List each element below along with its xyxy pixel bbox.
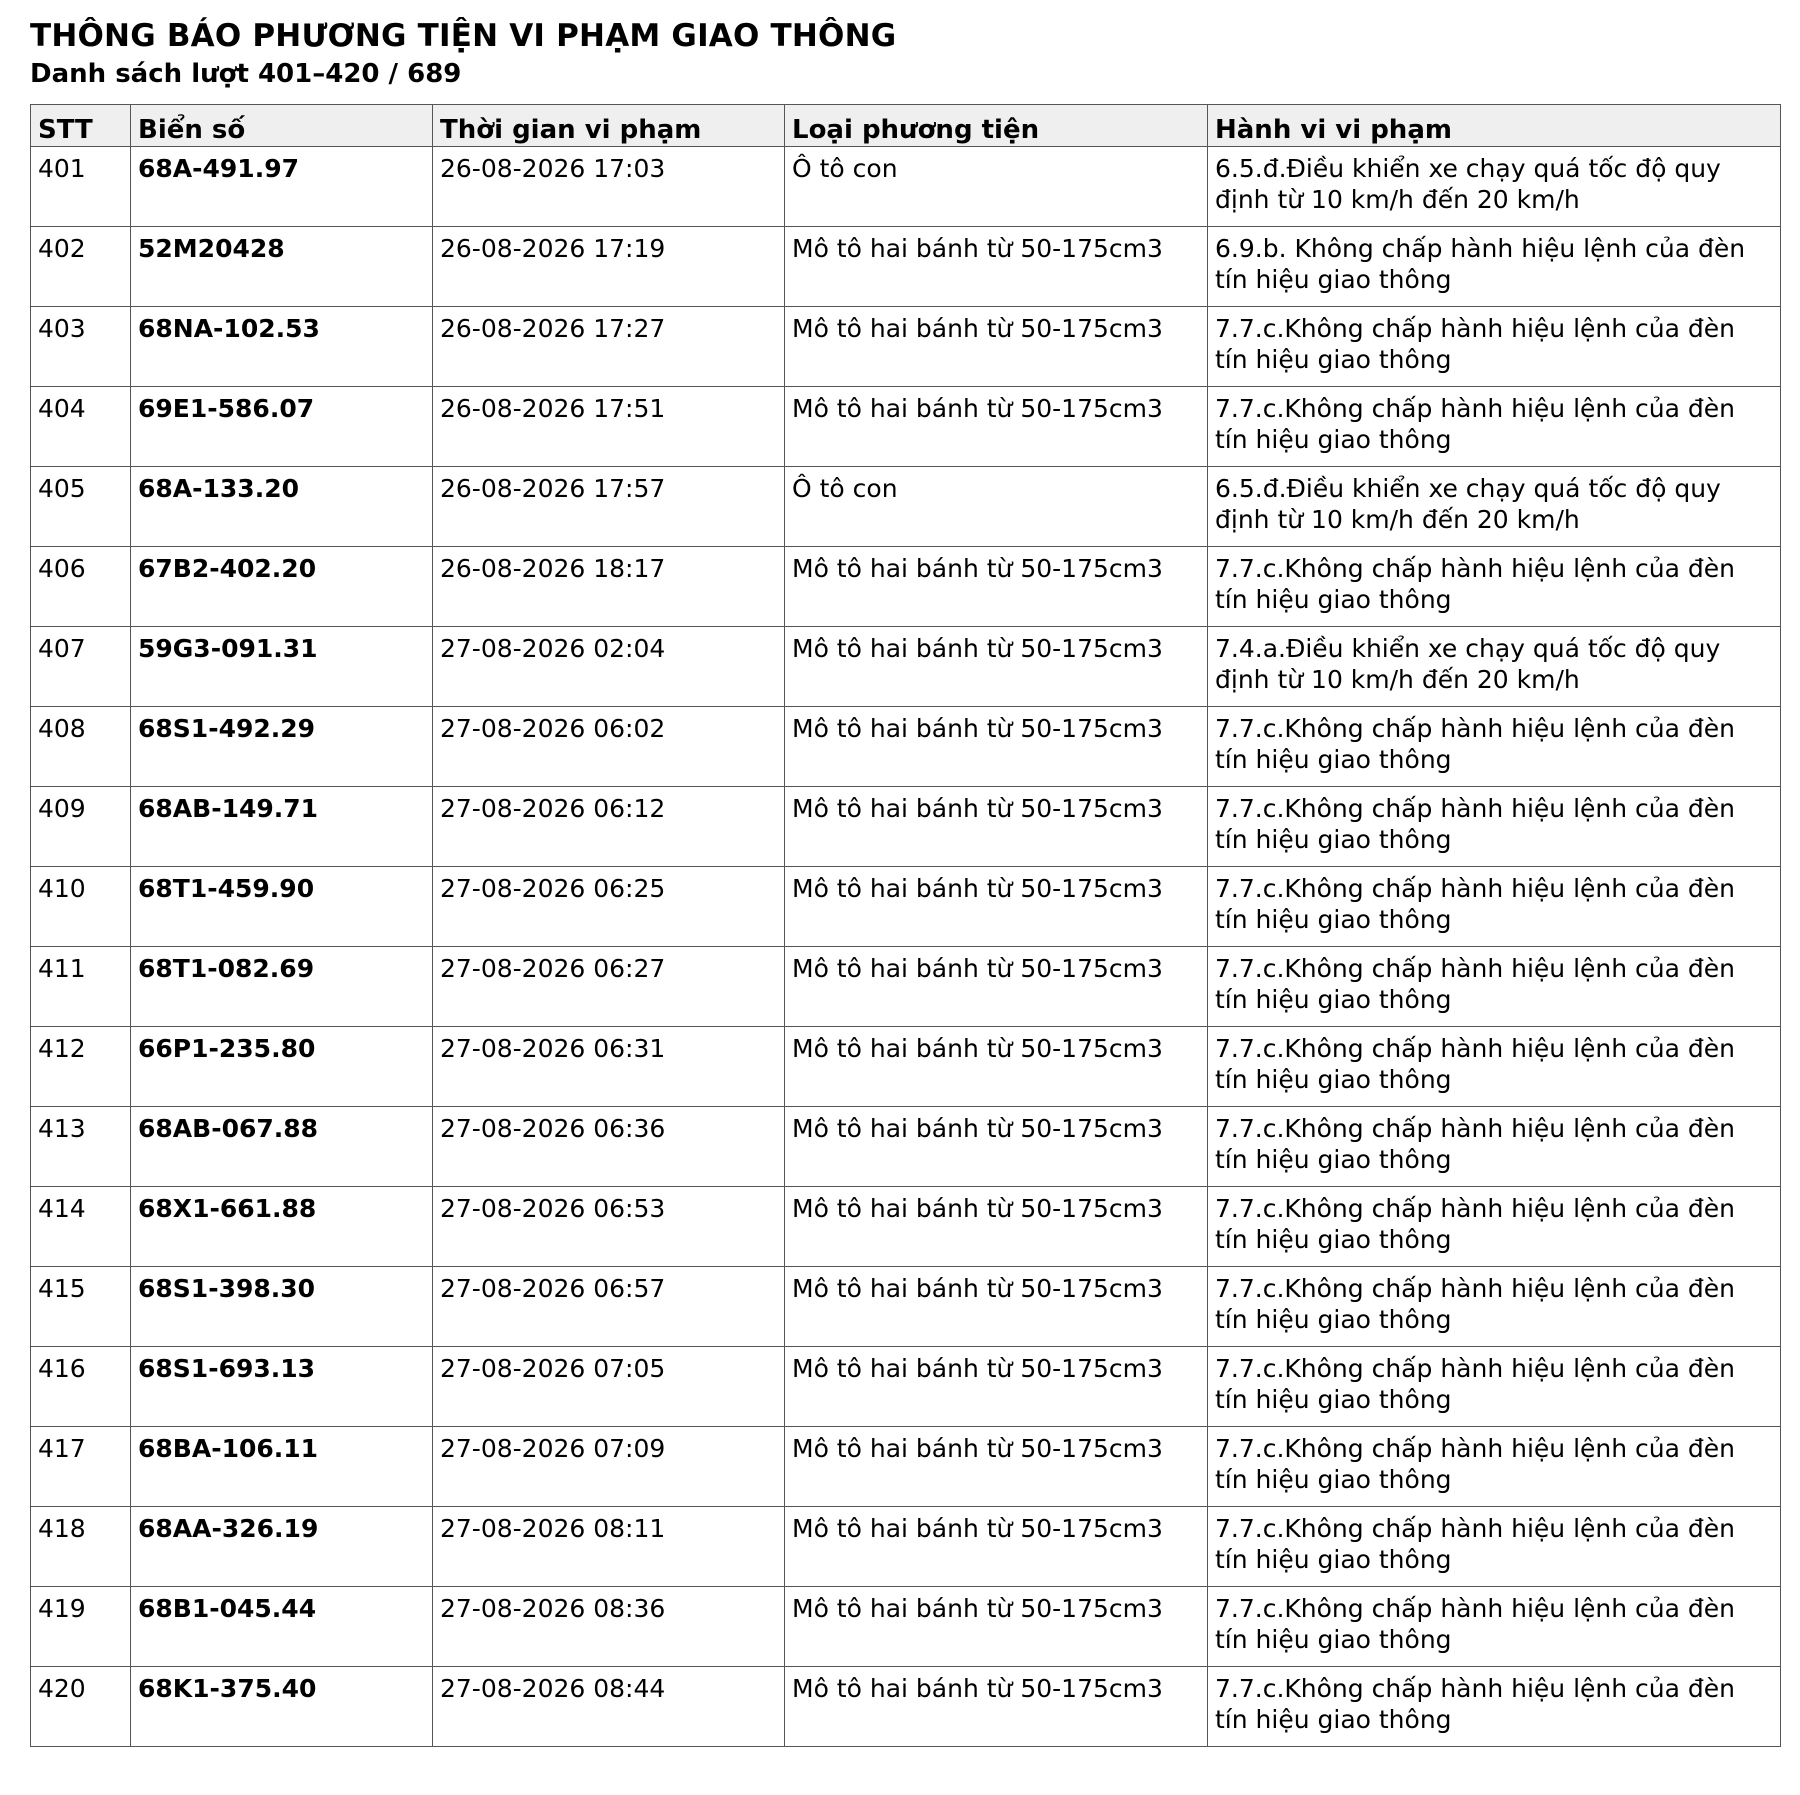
cell-plate: 52M20428 [131, 227, 433, 307]
cell-violation: 7.7.c.Không chấp hành hiệu lệnh của đèn tín hiệu giao thông [1208, 1587, 1781, 1667]
cell-stt: 416 [31, 1347, 131, 1427]
cell-plate: 68T1-459.90 [131, 867, 433, 947]
cell-plate: 67B2-402.20 [131, 547, 433, 627]
cell-stt: 417 [31, 1427, 131, 1507]
table-row [31, 867, 1781, 947]
cell-stt: 412 [31, 1027, 131, 1107]
table-row [31, 1427, 1781, 1507]
cell-vehicle-type: Mô tô hai bánh từ 50-175cm3 [785, 947, 1208, 1027]
cell-stt: 420 [31, 1667, 131, 1747]
cell-time: 27-08-2026 08:44 [433, 1667, 785, 1747]
column-header-violation: Hành vi vi phạm [1208, 105, 1781, 147]
cell-violation: 7.7.c.Không chấp hành hiệu lệnh của đèn tín hiệu giao thông [1208, 1667, 1781, 1747]
cell-plate: 68S1-398.30 [131, 1267, 433, 1347]
cell-violation: 7.7.c.Không chấp hành hiệu lệnh của đèn tín hiệu giao thông [1208, 1187, 1781, 1267]
column-header-time: Thời gian vi phạm [433, 105, 785, 147]
cell-time: 26-08-2026 17:19 [433, 227, 785, 307]
cell-violation: 7.7.c.Không chấp hành hiệu lệnh của đèn tín hiệu giao thông [1208, 1267, 1781, 1347]
table-row [31, 1587, 1781, 1667]
column-header-plate: Biển số [131, 105, 433, 147]
cell-violation: 7.7.c.Không chấp hành hiệu lệnh của đèn tín hiệu giao thông [1208, 387, 1781, 467]
cell-violation: 6.9.b. Không chấp hành hiệu lệnh của đèn tín hiệu giao thông [1208, 227, 1781, 307]
cell-vehicle-type: Mô tô hai bánh từ 50-175cm3 [785, 867, 1208, 947]
table-row [31, 547, 1781, 627]
cell-vehicle-type: Mô tô hai bánh từ 50-175cm3 [785, 227, 1208, 307]
table-row [31, 227, 1781, 307]
cell-vehicle-type: Mô tô hai bánh từ 50-175cm3 [785, 1107, 1208, 1187]
cell-stt: 410 [31, 867, 131, 947]
cell-plate: 68X1-661.88 [131, 1187, 433, 1267]
table-row [31, 707, 1781, 787]
table-row [31, 307, 1781, 387]
page-title: THÔNG BÁO PHƯƠNG TIỆN VI PHẠM GIAO THÔNG [30, 18, 897, 54]
cell-plate: 68NA-102.53 [131, 307, 433, 387]
table-row [31, 1027, 1781, 1107]
table-row [31, 1347, 1781, 1427]
cell-stt: 405 [31, 467, 131, 547]
cell-vehicle-type: Mô tô hai bánh từ 50-175cm3 [785, 1587, 1208, 1667]
cell-plate: 66P1-235.80 [131, 1027, 433, 1107]
cell-vehicle-type: Mô tô hai bánh từ 50-175cm3 [785, 1667, 1208, 1747]
cell-stt: 402 [31, 227, 131, 307]
cell-violation: 7.7.c.Không chấp hành hiệu lệnh của đèn tín hiệu giao thông [1208, 1347, 1781, 1427]
table-row [31, 1267, 1781, 1347]
cell-plate: 59G3-091.31 [131, 627, 433, 707]
cell-stt: 414 [31, 1187, 131, 1267]
cell-time: 26-08-2026 17:51 [433, 387, 785, 467]
cell-vehicle-type: Mô tô hai bánh từ 50-175cm3 [785, 1187, 1208, 1267]
page-subtitle: Danh sách lượt 401–420 / 689 [30, 59, 462, 89]
cell-time: 27-08-2026 02:04 [433, 627, 785, 707]
cell-vehicle-type: Mô tô hai bánh từ 50-175cm3 [785, 1027, 1208, 1107]
cell-time: 27-08-2026 08:36 [433, 1587, 785, 1667]
cell-stt: 409 [31, 787, 131, 867]
cell-time: 27-08-2026 08:11 [433, 1507, 785, 1587]
cell-stt: 401 [31, 147, 131, 227]
cell-vehicle-type: Mô tô hai bánh từ 50-175cm3 [785, 627, 1208, 707]
cell-time: 27-08-2026 07:05 [433, 1347, 785, 1427]
table-row [31, 947, 1781, 1027]
cell-vehicle-type: Ô tô con [785, 467, 1208, 547]
cell-time: 27-08-2026 06:36 [433, 1107, 785, 1187]
cell-violation: 7.7.c.Không chấp hành hiệu lệnh của đèn tín hiệu giao thông [1208, 547, 1781, 627]
table-body [31, 147, 1781, 1747]
cell-time: 26-08-2026 17:03 [433, 147, 785, 227]
cell-time: 27-08-2026 06:02 [433, 707, 785, 787]
table-row [31, 147, 1781, 227]
cell-violation: 7.7.c.Không chấp hành hiệu lệnh của đèn tín hiệu giao thông [1208, 1107, 1781, 1187]
cell-violation: 7.4.a.Điều khiển xe chạy quá tốc độ quy định từ 10 km/h đến 20 km/h [1208, 627, 1781, 707]
cell-plate: 68AA-326.19 [131, 1507, 433, 1587]
violations-table [30, 104, 1781, 1747]
cell-time: 27-08-2026 06:53 [433, 1187, 785, 1267]
cell-time: 27-08-2026 07:09 [433, 1427, 785, 1507]
cell-stt: 413 [31, 1107, 131, 1187]
cell-plate: 68K1-375.40 [131, 1667, 433, 1747]
cell-vehicle-type: Mô tô hai bánh từ 50-175cm3 [785, 1427, 1208, 1507]
cell-plate: 68AB-067.88 [131, 1107, 433, 1187]
cell-stt: 404 [31, 387, 131, 467]
cell-violation: 7.7.c.Không chấp hành hiệu lệnh của đèn tín hiệu giao thông [1208, 867, 1781, 947]
cell-plate: 68A-491.97 [131, 147, 433, 227]
cell-stt: 411 [31, 947, 131, 1027]
cell-stt: 418 [31, 1507, 131, 1587]
cell-time: 26-08-2026 17:27 [433, 307, 785, 387]
table-row [31, 387, 1781, 467]
cell-stt: 408 [31, 707, 131, 787]
cell-violation: 7.7.c.Không chấp hành hiệu lệnh của đèn tín hiệu giao thông [1208, 787, 1781, 867]
table-row [31, 787, 1781, 867]
cell-violation: 6.5.đ.Điều khiển xe chạy quá tốc độ quy định từ 10 km/h đến 20 km/h [1208, 147, 1781, 227]
cell-violation: 7.7.c.Không chấp hành hiệu lệnh của đèn tín hiệu giao thông [1208, 947, 1781, 1027]
cell-violation: 7.7.c.Không chấp hành hiệu lệnh của đèn tín hiệu giao thông [1208, 307, 1781, 387]
table-row [31, 627, 1781, 707]
cell-violation: 7.7.c.Không chấp hành hiệu lệnh của đèn tín hiệu giao thông [1208, 1027, 1781, 1107]
cell-vehicle-type: Mô tô hai bánh từ 50-175cm3 [785, 1267, 1208, 1347]
cell-stt: 403 [31, 307, 131, 387]
cell-plate: 68S1-693.13 [131, 1347, 433, 1427]
cell-vehicle-type: Mô tô hai bánh từ 50-175cm3 [785, 787, 1208, 867]
table-row [31, 1667, 1781, 1747]
table-row [31, 1507, 1781, 1587]
table-row [31, 1107, 1781, 1187]
cell-time: 27-08-2026 06:25 [433, 867, 785, 947]
cell-stt: 415 [31, 1267, 131, 1347]
cell-plate: 68BA-106.11 [131, 1427, 433, 1507]
cell-vehicle-type: Mô tô hai bánh từ 50-175cm3 [785, 1347, 1208, 1427]
column-header-vehicle-type: Loại phương tiện [785, 105, 1208, 147]
cell-stt: 406 [31, 547, 131, 627]
cell-time: 27-08-2026 06:31 [433, 1027, 785, 1107]
cell-plate: 69E1-586.07 [131, 387, 433, 467]
cell-vehicle-type: Mô tô hai bánh từ 50-175cm3 [785, 387, 1208, 467]
column-header-stt: STT [31, 105, 131, 147]
cell-plate: 68T1-082.69 [131, 947, 433, 1027]
cell-violation: 7.7.c.Không chấp hành hiệu lệnh của đèn tín hiệu giao thông [1208, 1427, 1781, 1507]
table-row [31, 467, 1781, 547]
cell-violation: 7.7.c.Không chấp hành hiệu lệnh của đèn tín hiệu giao thông [1208, 1507, 1781, 1587]
cell-vehicle-type: Mô tô hai bánh từ 50-175cm3 [785, 707, 1208, 787]
cell-plate: 68B1-045.44 [131, 1587, 433, 1667]
cell-vehicle-type: Mô tô hai bánh từ 50-175cm3 [785, 307, 1208, 387]
cell-time: 27-08-2026 06:57 [433, 1267, 785, 1347]
cell-vehicle-type: Mô tô hai bánh từ 50-175cm3 [785, 547, 1208, 627]
cell-time: 27-08-2026 06:27 [433, 947, 785, 1027]
cell-violation: 7.7.c.Không chấp hành hiệu lệnh của đèn tín hiệu giao thông [1208, 707, 1781, 787]
table-header-row [31, 105, 1781, 147]
cell-time: 26-08-2026 18:17 [433, 547, 785, 627]
cell-stt: 407 [31, 627, 131, 707]
cell-stt: 419 [31, 1587, 131, 1667]
table-row [31, 1187, 1781, 1267]
cell-time: 27-08-2026 06:12 [433, 787, 785, 867]
cell-violation: 6.5.đ.Điều khiển xe chạy quá tốc độ quy định từ 10 km/h đến 20 km/h [1208, 467, 1781, 547]
cell-plate: 68AB-149.71 [131, 787, 433, 867]
cell-time: 26-08-2026 17:57 [433, 467, 785, 547]
cell-plate: 68A-133.20 [131, 467, 433, 547]
cell-plate: 68S1-492.29 [131, 707, 433, 787]
cell-vehicle-type: Mô tô hai bánh từ 50-175cm3 [785, 1507, 1208, 1587]
cell-vehicle-type: Ô tô con [785, 147, 1208, 227]
